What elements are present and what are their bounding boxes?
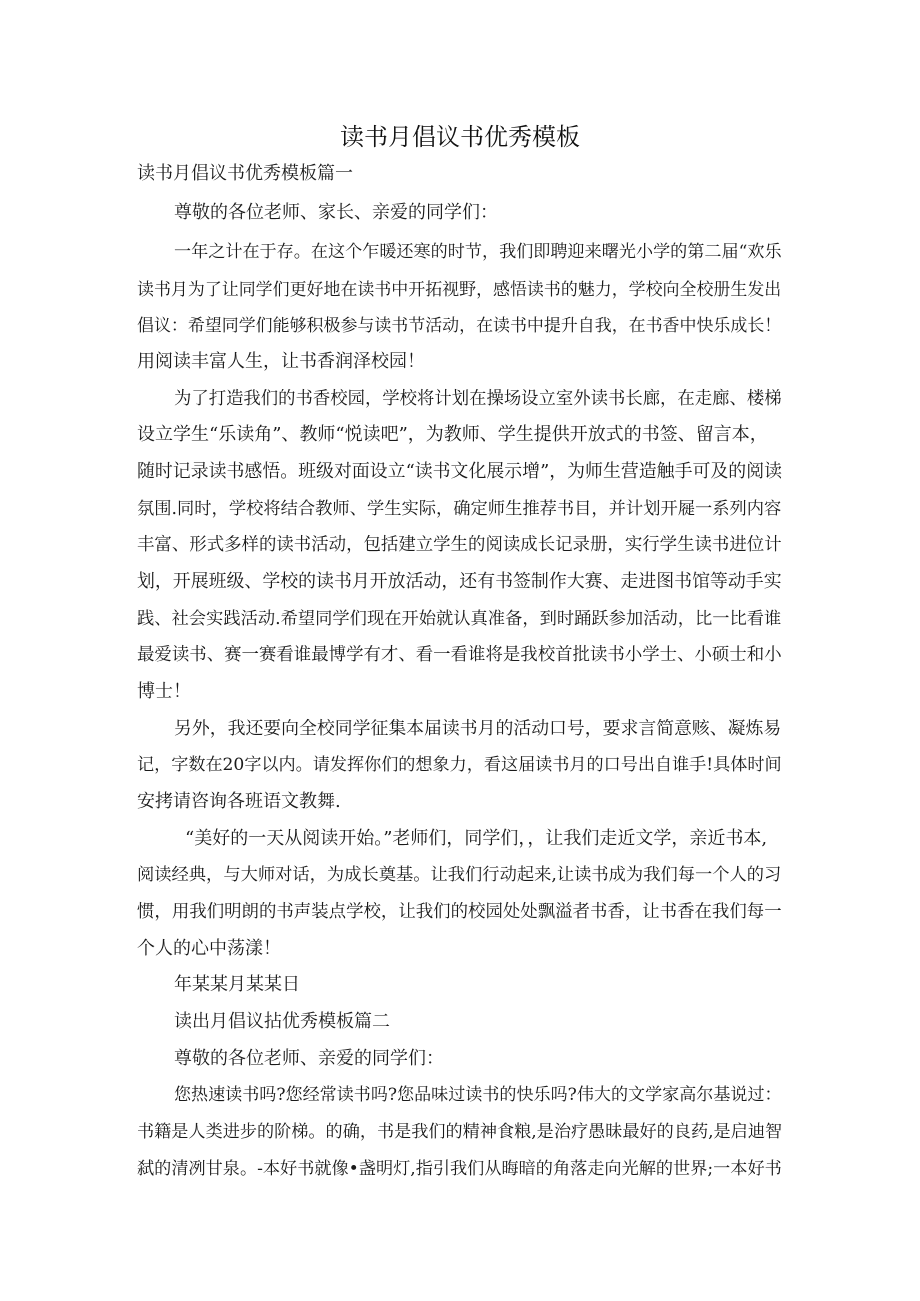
paragraph-line: 阅读经典，与大师对话，为成长奠基。让我们行动起来,让读书成为我们每一个人的习	[137, 865, 782, 885]
paragraph-line: 设立学生“乐读角”、教师“悦读吧”，为教师、学生提供开放式的书签、留言本，	[137, 424, 768, 445]
paragraph-line: 安拷请咨询各班语文教舞.	[137, 791, 341, 812]
section-heading: 读出月倡议拈优秀模板篇二	[174, 1011, 390, 1032]
paragraph-line: 随时记录读书感悟。班级对面设立“读书文化展示增”，为师生营造触手可及的阅读	[137, 461, 783, 482]
paragraph-line: 用阅读丰富人生，让书香润泽校园！	[137, 351, 425, 372]
paragraph-line: 划，开展班级、学校的读书月开放活动，还有书签制作大赛、走进图书馆等动手实	[137, 571, 782, 592]
salutation: 尊敬的各位老师、家长、亲爱的同学们：	[174, 202, 498, 223]
paragraph-line: 倡议：希望同学们能够积极参与读书节活动，在读书中提升自我，在书香中快乐成长！	[137, 315, 782, 335]
paragraph-line: 一年之计在于存。在这个乍暖还寒的时节，我们即聘迎来曙光小学的第二届“欢乐	[174, 242, 782, 262]
date-line: 年某某月某某日	[174, 974, 300, 995]
paragraph-line: 最爱读书、赛一赛看谁最博学有才、看一看谁将是我校首批读书小学士、小硕士和小	[137, 645, 782, 665]
document-title: 读书月倡议书优秀模板	[340, 123, 580, 151]
paragraph-line: 弑的清冽甘泉。-本好书就像•盏明灯,指引我们从晦暗的角落走向光解的世界;一本好书	[137, 1159, 782, 1179]
paragraph-line: 您热速读书吗?您经常读书吗?您品味过读书的快乐吗?伟大的文学家高尔基说过：	[174, 1085, 782, 1105]
paragraph-line: 另外，我还要向全校同学征集本届读书月的活动口号，要求言简意赅、凝炼易	[174, 718, 782, 739]
paragraph-line: 个人的心中荡漾！	[137, 938, 281, 959]
paragraph-line: 惯，用我们明朗的书声装点学校，让我们的校园处处飘溢者书香，让书香在我们每一	[137, 902, 782, 922]
paragraph-line: 记，字数在20字以内。请发挥你们的想象力，看这届读书月的口号出自谁手!具体时间	[137, 755, 782, 775]
paragraph-line: 博士！	[137, 681, 191, 702]
paragraph-line: 丰富、形式多样的读书活动，包括建立学生的阅读成长记录册，实行学生读书进位计	[137, 535, 782, 555]
paragraph-line: 为了打造我们的书香校园，学校将计划在操场设立室外读书长廊，在走廊、楼梯	[174, 389, 782, 409]
paragraph-line: 书籍是人类进步的阶梯。的确，书是我们的精神食粮,是治疗愚昧最好的良药,是启迪智	[137, 1122, 783, 1142]
paragraph-line: 读书月为了让同学们更好地在读书中开拓视野，感悟读书的魅力，学校向全校册生发出	[137, 279, 782, 299]
paragraph-line: 氛围.同时，学校将结合教师、学生实际，确定师生推荐书目，并计划开屣一系列内容	[137, 499, 782, 519]
paragraph-line: 践、社会实践活动.希望同学们现在开始就认真准备，到时踊跃参加活动，比一比看谁	[137, 609, 782, 629]
section-heading: 读书月倡议书优秀模板篇一	[137, 163, 353, 184]
paragraph-line: “美好的一天从阅读开始。”老师们，同学们，，让我们走近文学，亲近书本,	[185, 828, 768, 849]
salutation: 尊敬的各位老师、亲爱的同学们：	[174, 1048, 444, 1069]
